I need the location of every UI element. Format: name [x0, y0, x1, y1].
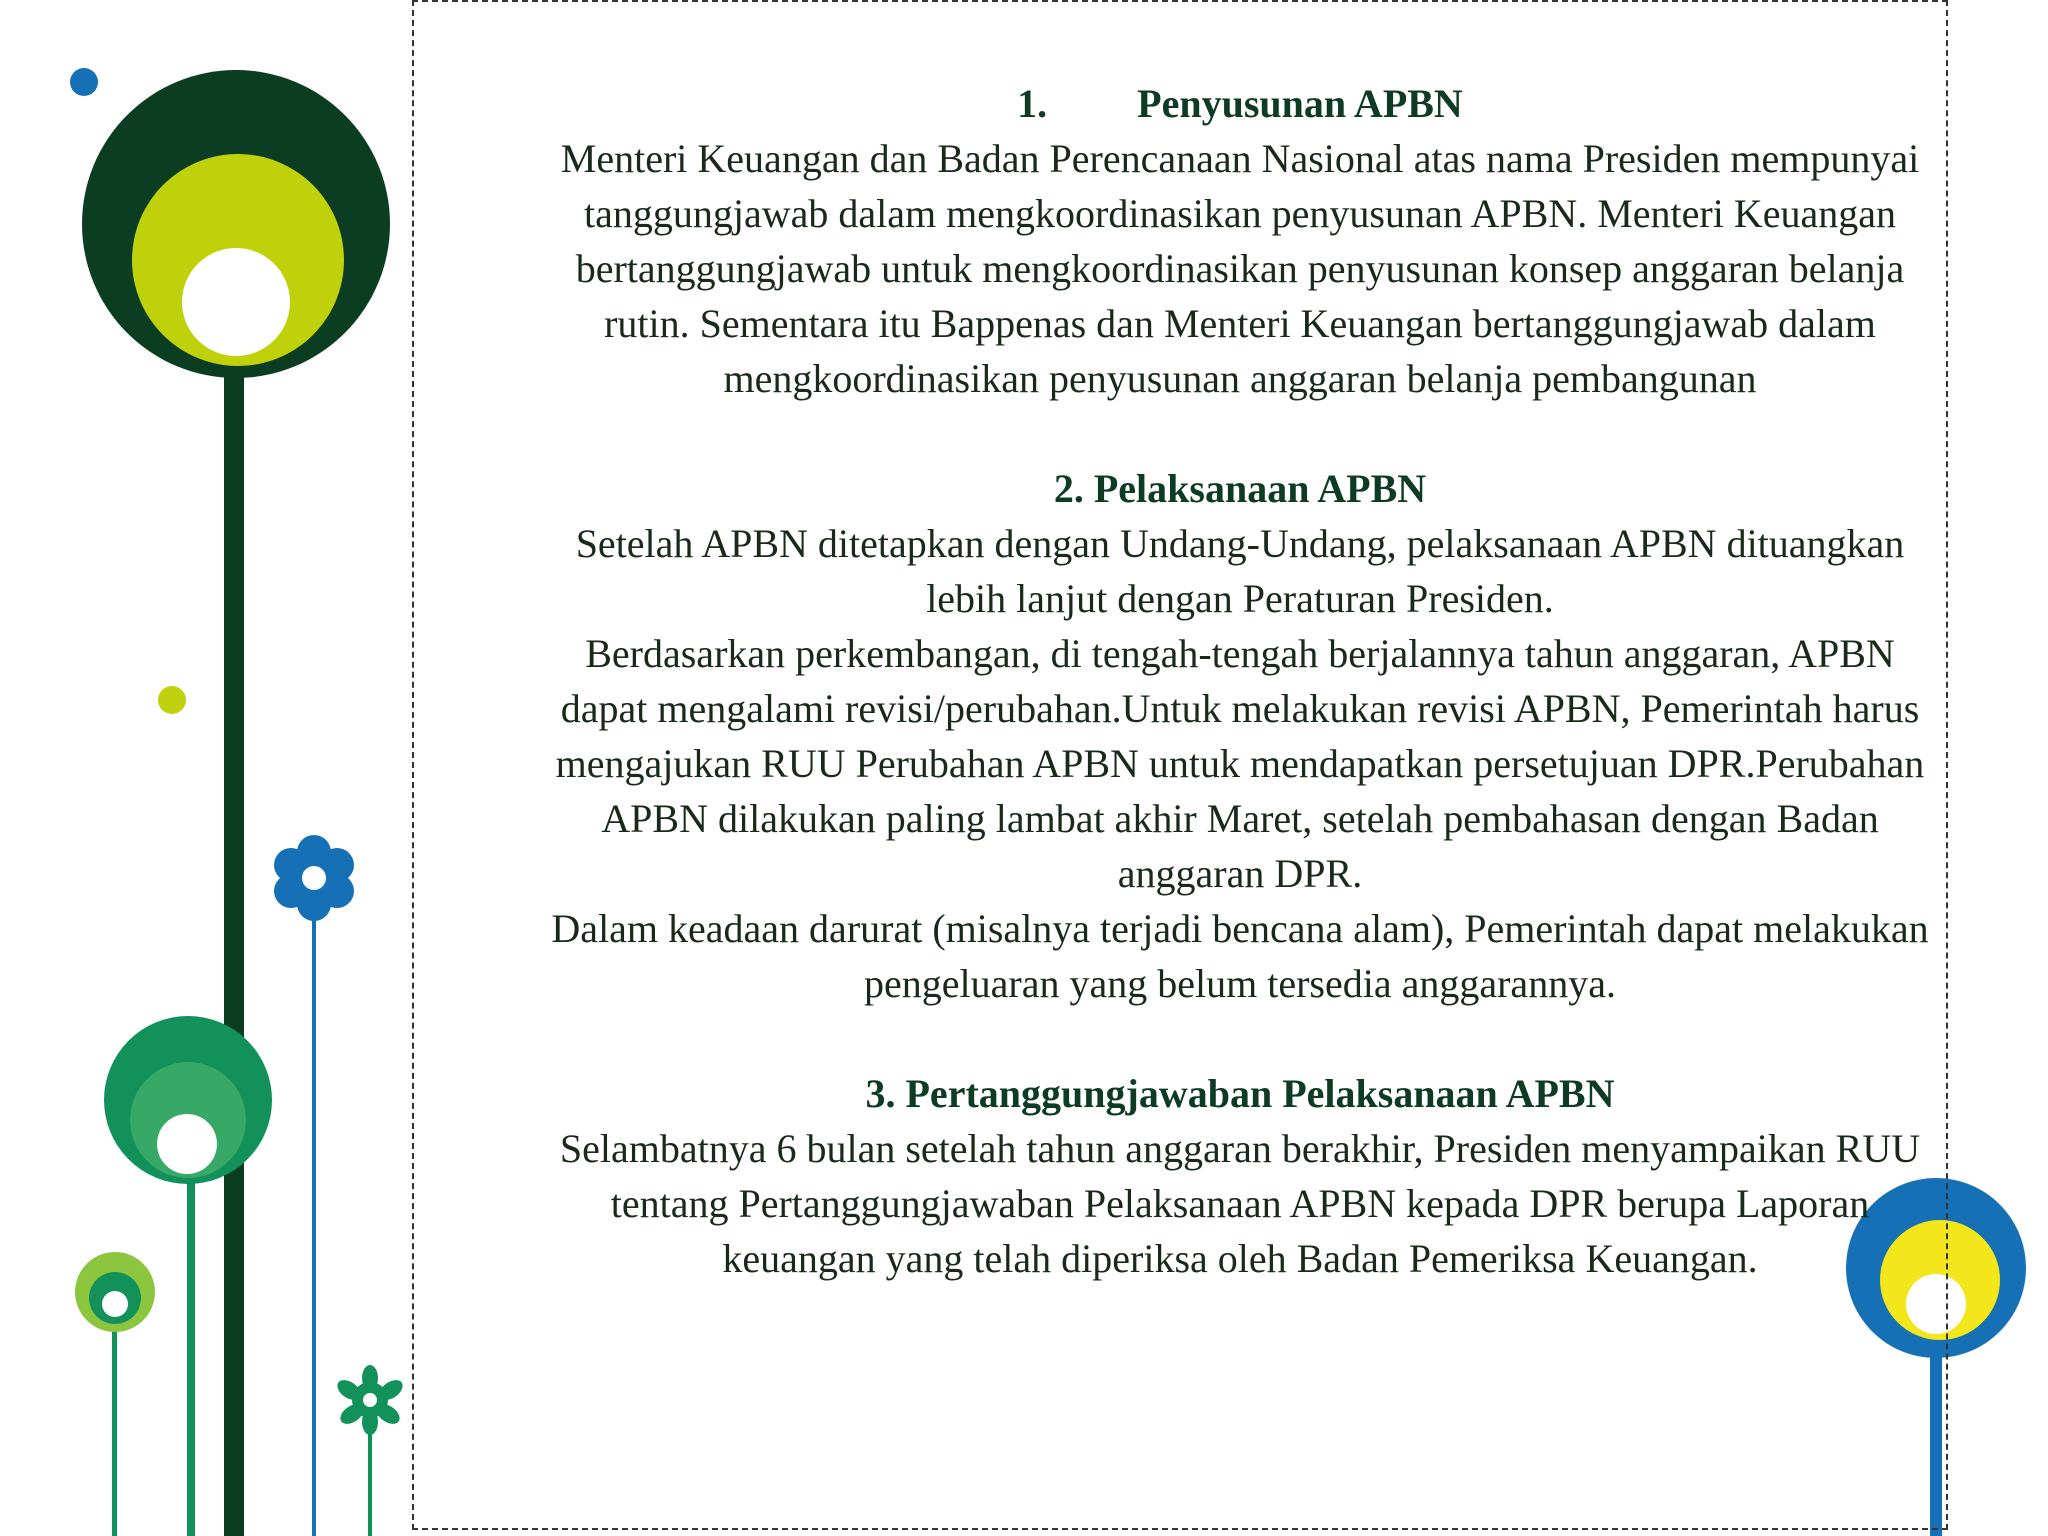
- blue-flower-stem: [312, 910, 316, 1536]
- large-white-center: [182, 248, 290, 356]
- section-pertanggungjawaban: [540, 1066, 1940, 1286]
- slide-body: [540, 76, 1940, 1286]
- section-number: 1.: [1017, 81, 1048, 126]
- blue-flower-center: [302, 866, 326, 890]
- section-penyusunan: [540, 76, 1940, 406]
- star-flower-center: [363, 1393, 377, 1407]
- section-pelaksanaan: [540, 461, 1940, 1011]
- small-flower-stem: [112, 1320, 117, 1536]
- dark-green-stem: [224, 370, 244, 1536]
- small-lime-dot: [158, 686, 186, 714]
- small-blue-dot: [70, 68, 98, 96]
- section-heading: 2. Pelaksanaan APBN: [1053, 466, 1427, 511]
- section-paragraph: Berdasarkan perkembangan, di tengah-tengah berjalannya tahun anggaran, APBN dapat mengalami revisi/perubahan.Untuk melakukan revisi APBN, Pemerintah harus mengajukan RUU Perubahan APBN untuk mendapatkan persetujuan DPR.Perubahan APBN dilakukan paling lambat akhir Maret, setelah pembahasan dengan Badan anggaran DPR.: [555, 631, 1925, 896]
- section-paragraph: Selambatnya 6 bulan setelah tahun anggaran berakhir, Presiden menyampaikan RUU tentang Pertanggungjawaban Pelaksanaan APBN kepada DPR berupa Laporan keuangan yang telah diperiksa oleh Badan Pemeriksa Keuangan.: [559, 1126, 1921, 1281]
- green-flower-stem: [187, 1140, 195, 1536]
- section-paragraph: Dalam keadaan darurat (misalnya terjadi bencana alam), Pemerintah dapat melakukan pengeluaran yang belum tersedia anggarannya.: [551, 906, 1929, 1006]
- section-heading: 3. Pertanggungjawaban Pelaksanaan APBN: [865, 1071, 1615, 1116]
- medium-white-center: [157, 1114, 217, 1174]
- small-white-center: [102, 1291, 128, 1317]
- star-flower-stem: [368, 1420, 372, 1536]
- section-heading: [540, 76, 1940, 131]
- section-paragraph: Menteri Keuangan dan Badan Perencanaan Nasional atas nama Presiden mempunyai tanggungjawab dalam mengkoordinasikan penyusunan APBN. Menteri Keuangan bertanggungjawab untuk mengkoordinasikan penyusunan konsep anggaran belanja rutin. Sementara itu Bappenas dan Menteri Keuangan bertanggungjawab dalam mengkoordinasikan penyusunan anggaran belanja pembangunan: [560, 136, 1920, 401]
- section-paragraph: Setelah APBN ditetapkan dengan Undang-Undang, pelaksanaan APBN dituangkan lebih lanjut dengan Peraturan Presiden.: [575, 521, 1905, 621]
- section-title: Penyusunan APBN: [1137, 81, 1463, 126]
